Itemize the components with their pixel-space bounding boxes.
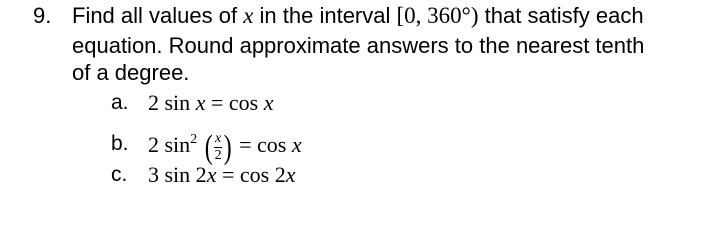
lhs-variable: x — [195, 90, 206, 115]
problem-line-2: equation. Round approximate answers to the nearest tenth — [72, 33, 645, 58]
rhs-variable: x — [263, 90, 274, 115]
problem-line-1 — [72, 3, 644, 29]
rhs-function: cos — [228, 90, 259, 115]
equation — [148, 129, 302, 166]
item-letter: c. — [111, 163, 128, 186]
problem-line-3: of a degree. — [72, 60, 190, 85]
fraction — [214, 132, 222, 163]
rhs-function: cos 2 — [239, 162, 286, 187]
item-letter: a. — [111, 91, 129, 114]
fraction-denominator: 2 — [214, 148, 222, 163]
open-paren: ( — [204, 129, 213, 166]
lhs-function: 2 sin — [148, 90, 191, 115]
equation — [148, 163, 295, 187]
item-letter: b. — [111, 132, 129, 155]
problem-number: 9. — [33, 3, 52, 28]
problem-text-pre: Find all values of — [72, 3, 244, 28]
interval-expression: [0, 360°) — [396, 3, 479, 28]
equals-sign: = — [205, 90, 229, 115]
equals-sign: = — [233, 132, 257, 157]
lhs-function: 2 sin — [148, 132, 191, 157]
equals-sign: = — [216, 162, 240, 187]
variable-x: x — [243, 3, 254, 28]
lhs-variable: x — [206, 162, 217, 187]
rhs-variable: x — [285, 162, 296, 187]
problem-text-post: that satisfy each — [478, 3, 644, 28]
close-paren: ) — [223, 129, 232, 166]
fraction-numerator: x — [215, 131, 222, 146]
exponent: 2 — [190, 132, 198, 147]
equation — [148, 91, 273, 115]
rhs-function: cos — [256, 132, 287, 157]
lhs-function: 3 sin 2 — [148, 162, 207, 187]
problem-text-mid: in the interval — [253, 3, 397, 28]
rhs-variable: x — [291, 132, 302, 157]
